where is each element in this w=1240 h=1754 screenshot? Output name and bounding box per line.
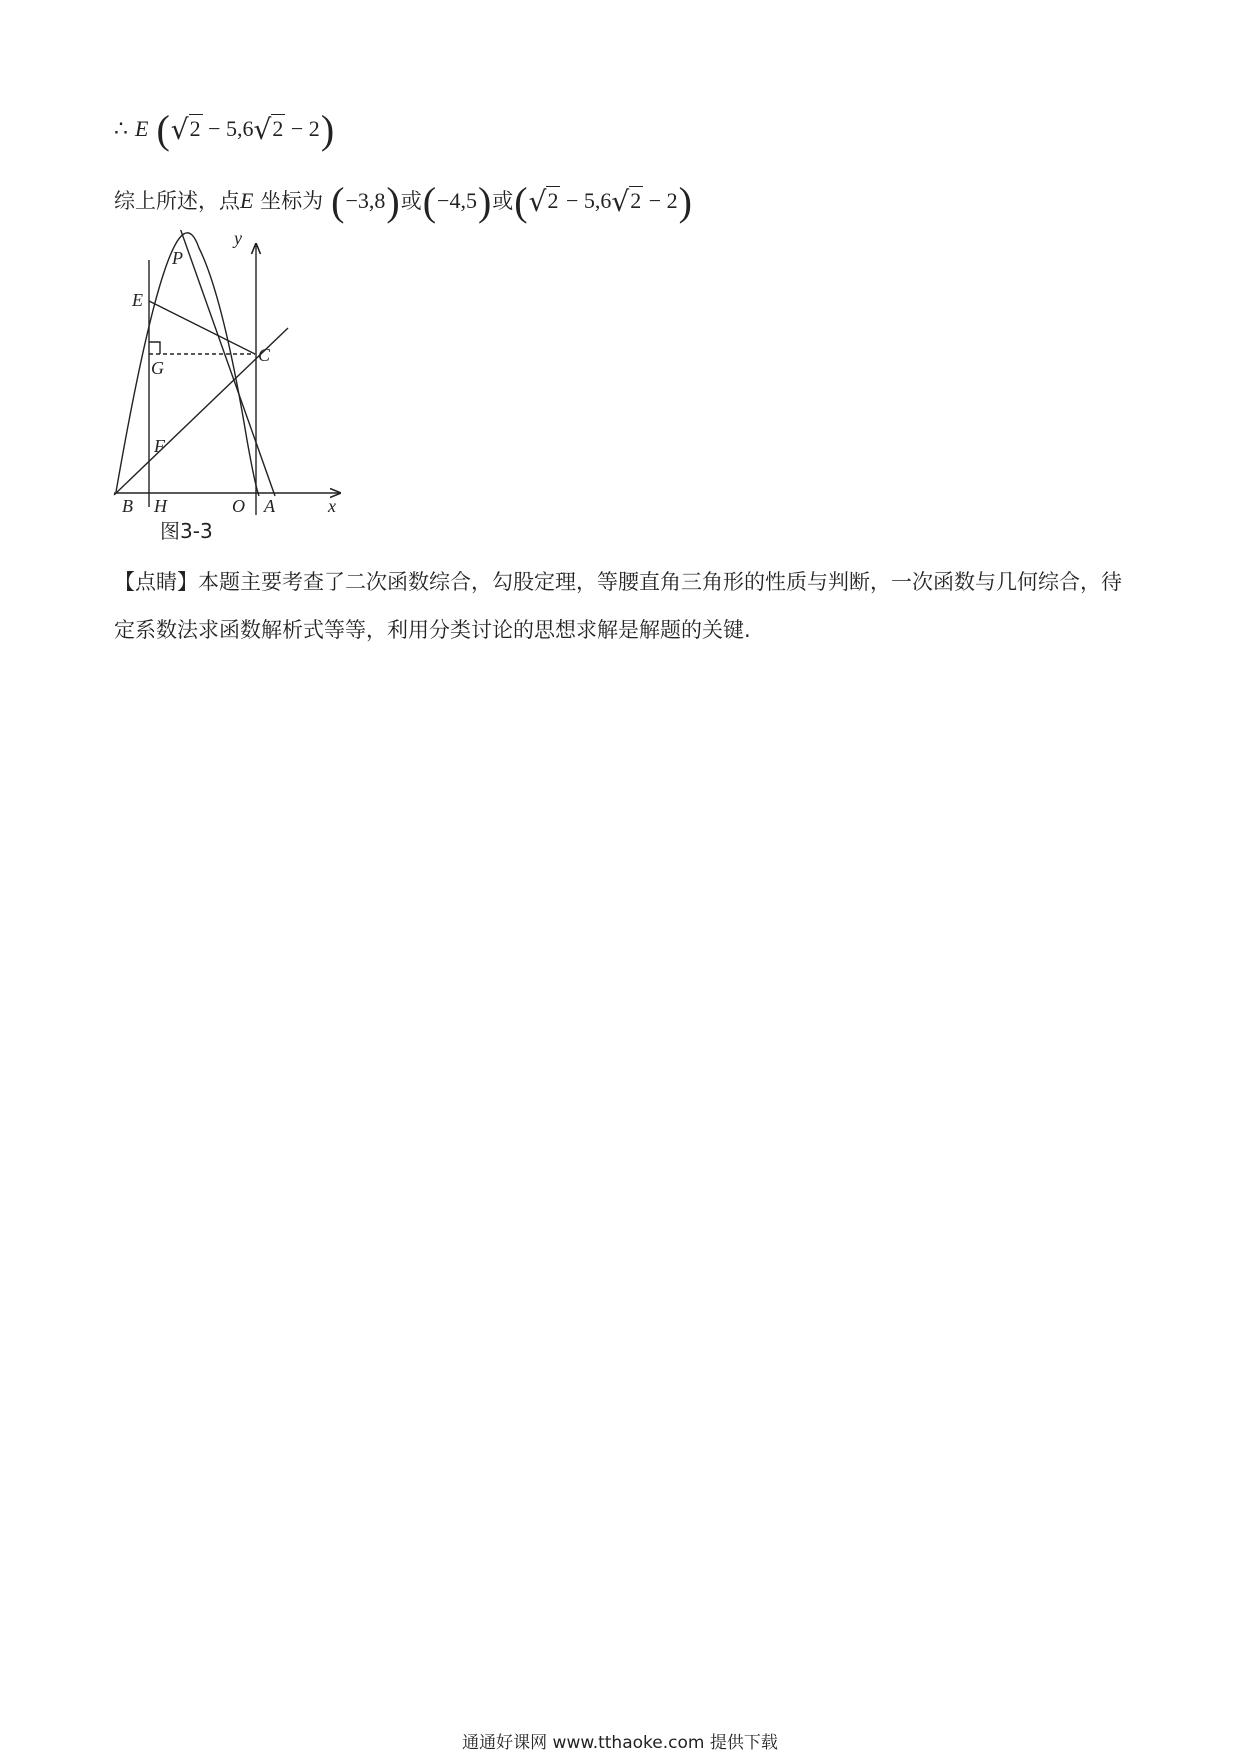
expr-mid: − 5,6: [560, 188, 612, 213]
or-word: 或: [400, 189, 422, 213]
label-x: x: [328, 496, 336, 516]
sqrt-arg: 2: [189, 116, 201, 141]
right-paren: ): [386, 179, 400, 224]
sqrt-4: [611, 185, 643, 218]
summary-label: 坐标为: [253, 189, 324, 213]
solution-summary: [114, 179, 693, 224]
right-paren: ): [678, 179, 692, 224]
expr-mid: − 5,6: [202, 116, 254, 141]
line-ec: [149, 301, 255, 354]
sqrt-arg: 2: [272, 116, 284, 141]
point-label: E: [240, 188, 254, 213]
page-footer: 通通好课网 www.tthaoke.com 提供下载: [462, 1733, 778, 1753]
label-p: P: [172, 248, 183, 268]
label-f: F: [154, 436, 165, 456]
left-paren: (: [514, 179, 528, 224]
comment-text: 本题主要考查了二次函数综合，勾股定理，等腰直角三角形的性质与判断，一次函数与几何综合，待定系数法求函数解析式等等，利用分类讨论的思想求解是解题的关键.: [114, 570, 1122, 642]
label-a: A: [264, 496, 275, 516]
label-b: B: [122, 496, 133, 516]
sqrt-3: [528, 185, 561, 218]
left-paren: (: [156, 107, 170, 152]
right-angle-marker: [149, 342, 160, 354]
right-paren: ): [477, 179, 492, 224]
solution-line-1: [114, 107, 335, 152]
expr-tail: − 2: [643, 188, 678, 213]
right-paren: ): [320, 107, 335, 152]
radical-icon: √: [611, 185, 630, 218]
figure-caption: 图3-3: [160, 519, 213, 543]
or-word: 或: [492, 189, 514, 213]
sqrt-1: [170, 113, 203, 146]
label-o: O: [232, 496, 245, 516]
geometry-figure: [112, 230, 352, 520]
radical-icon: √: [253, 113, 272, 146]
label-y: y: [234, 230, 242, 248]
parabola-curve: [116, 233, 259, 496]
radical-icon: √: [170, 113, 189, 146]
summary-lead: 综上所述，点: [114, 189, 240, 213]
left-paren: (: [331, 179, 345, 224]
coord-1: −3,8: [345, 188, 386, 213]
coord-2: −4,5: [437, 188, 477, 213]
point-label: E: [135, 116, 149, 141]
therefore-symbol: ∴: [114, 116, 128, 141]
comment-tag: 【点睛】: [114, 570, 198, 594]
left-paren: (: [422, 179, 437, 224]
comment-paragraph: [114, 558, 1124, 654]
sqrt-arg: 2: [630, 188, 642, 213]
radical-icon: √: [528, 185, 547, 218]
label-h: H: [154, 496, 167, 516]
sqrt-arg: 2: [547, 188, 559, 213]
sqrt-2: [253, 113, 286, 146]
expr-tail: − 2: [285, 116, 320, 141]
label-g: G: [151, 358, 164, 378]
label-e: E: [132, 290, 143, 310]
label-c: C: [258, 345, 271, 365]
